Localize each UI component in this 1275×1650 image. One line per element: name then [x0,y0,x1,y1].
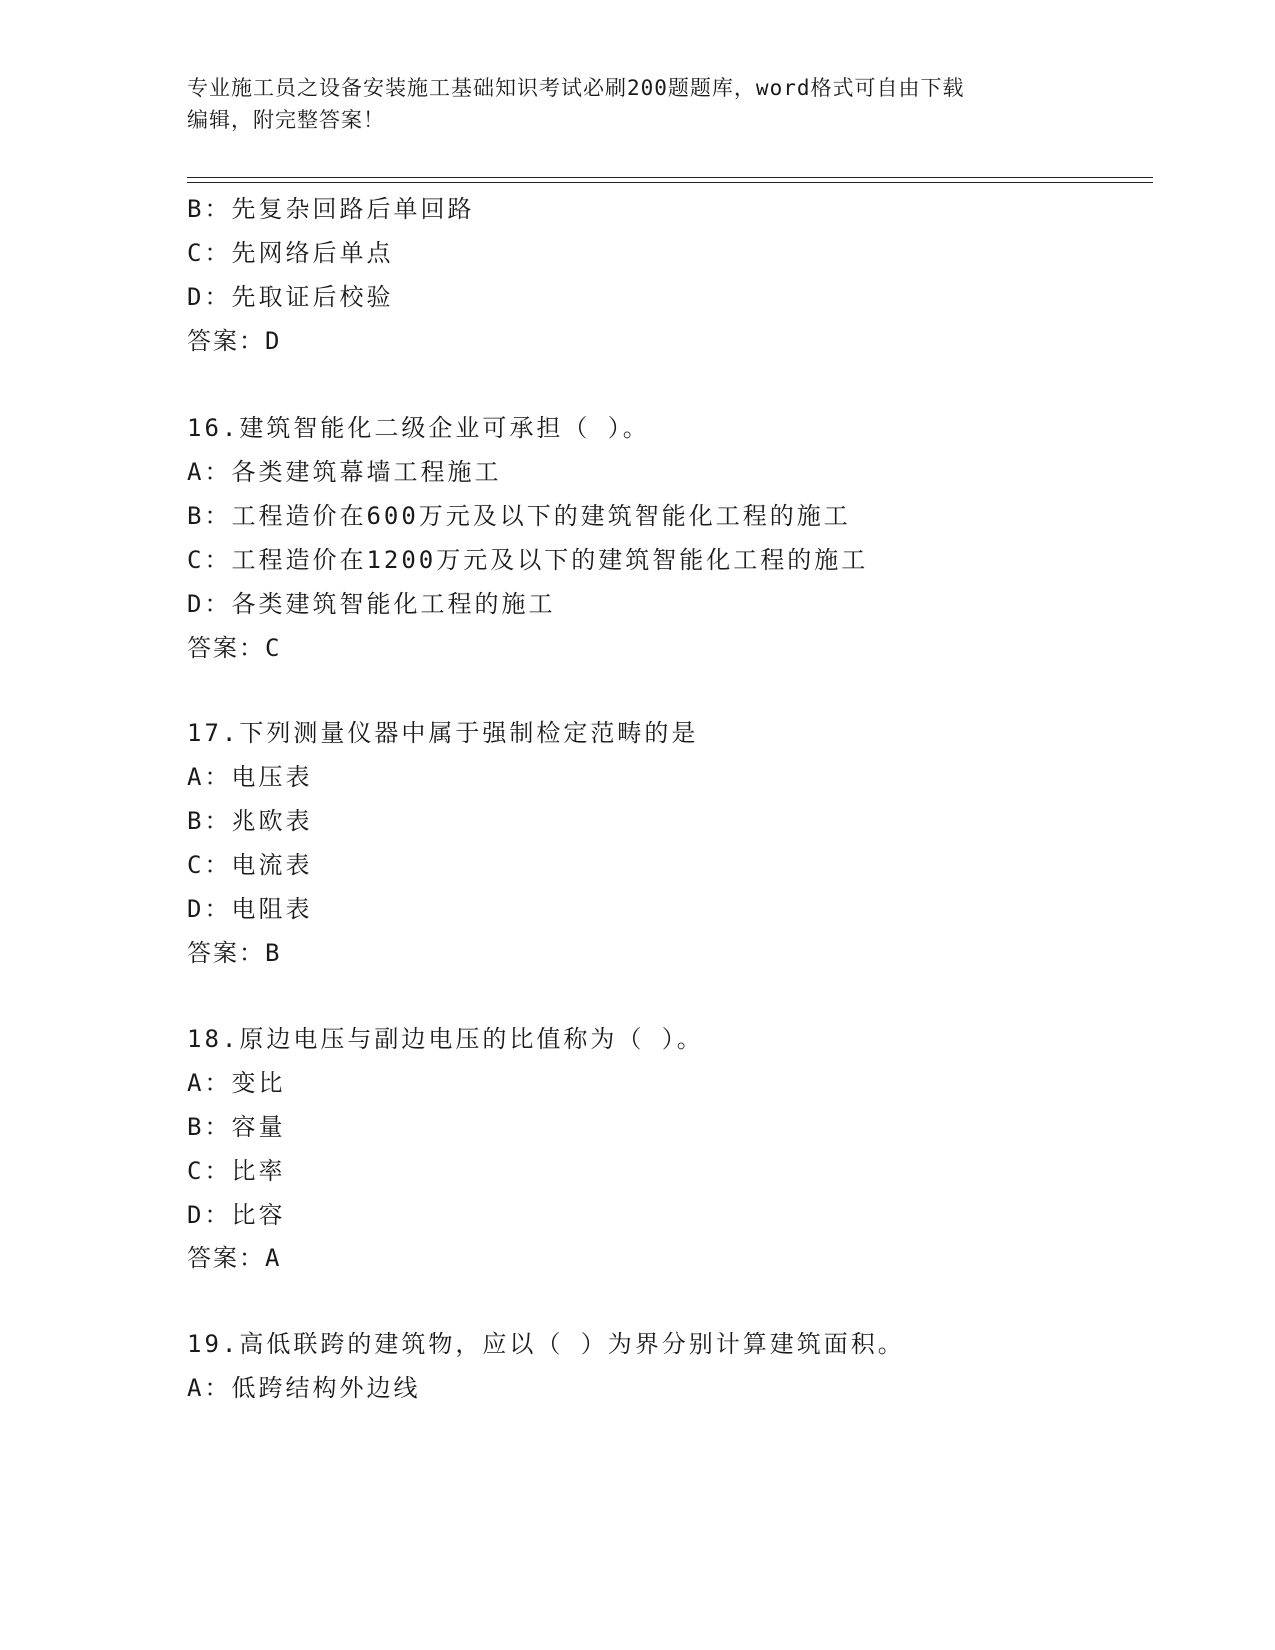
q15-option-c: C：先网络后单点 [187,239,394,267]
q17-answer: 答案：B [187,939,282,967]
q15-answer: 答案：D [187,327,282,355]
header-divider-top [187,177,1153,178]
header-divider-bottom [187,182,1153,183]
q18-option-b: B：容量 [187,1113,286,1141]
document-header [187,72,1087,136]
q15-option-d: D：先取证后校验 [187,283,394,311]
q17-option-d: D：电阻表 [187,895,313,923]
q18-answer: 答案：A [187,1244,282,1272]
q16-question: 16.建筑智能化二级企业可承担（ ）。 [187,414,650,442]
q16-option-a: A：各类建筑幕墙工程施工 [187,458,502,486]
q17-option-a: A：电压表 [187,763,313,791]
q19-option-a: A：低跨结构外边线 [187,1374,421,1402]
q15-option-b: B：先复杂回路后单回路 [187,195,475,223]
header-title-line2: 编辑，附完整答案！ [187,108,385,132]
q16-option-b: B：工程造价在600万元及以下的建筑智能化工程的施工 [187,502,851,530]
q18-question: 18.原边电压与副边电压的比值称为（ ）。 [187,1025,704,1053]
q18-option-c: C：比率 [187,1157,286,1185]
header-title-line1: 专业施工员之设备安装施工基础知识考试必刷200题题库，word格式可自由下载 [187,76,965,100]
q16-option-c: C：工程造价在1200万元及以下的建筑智能化工程的施工 [187,546,869,574]
q18-option-a: A：变比 [187,1069,286,1097]
q17-option-b: B：兆欧表 [187,807,313,835]
q17-question: 17.下列测量仪器中属于强制检定范畴的是 [187,719,699,747]
q17-option-c: C：电流表 [187,851,313,879]
q16-option-d: D：各类建筑智能化工程的施工 [187,590,556,618]
q16-answer: 答案：C [187,634,282,662]
q18-option-d: D：比容 [187,1201,286,1229]
q19-question: 19.高低联跨的建筑物，应以（ ）为界分别计算建筑面积。 [187,1330,905,1358]
